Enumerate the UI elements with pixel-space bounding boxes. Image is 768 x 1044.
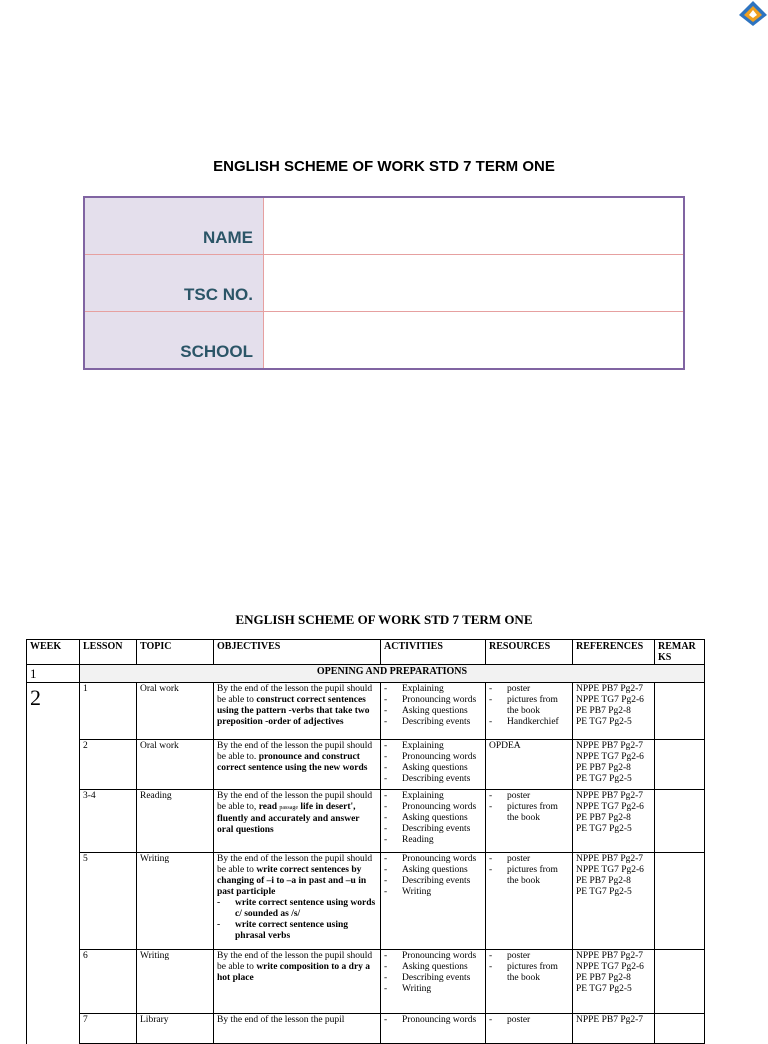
table-row xyxy=(27,790,705,853)
references-cell: NPPE PB7 Pg2-7 NPPE TG7 Pg2-6 PE PB7 Pg2-8 PE TG7 Pg2-5 xyxy=(573,740,655,790)
week-number: 2 xyxy=(27,683,80,740)
logo-icon xyxy=(736,0,768,28)
resources-cell: - poster - pictures from the book xyxy=(486,853,573,950)
tsc-field[interactable] xyxy=(264,255,685,312)
tsc-label: TSC NO. xyxy=(84,255,264,312)
resources-cell: OPDEA xyxy=(486,740,573,790)
name-label: NAME xyxy=(84,197,264,255)
references-cell: NPPE PB7 Pg2-7 NPPE TG7 Pg2-6 PE PB7 Pg2-8 PE TG7 Pg2-5 xyxy=(573,683,655,740)
header-objectives: OBJECTIVES xyxy=(214,640,381,665)
topic-cell: Writing xyxy=(137,853,214,950)
lesson-cell: 5 xyxy=(80,853,137,950)
remarks-cell xyxy=(655,853,705,950)
lesson-cell: 6 xyxy=(80,950,137,1014)
remarks-cell xyxy=(655,790,705,853)
lesson-cell: 2 xyxy=(80,740,137,790)
activities-cell: - Pronouncing words - Asking questions - Describing events - Writing xyxy=(381,853,486,950)
table-row xyxy=(27,683,705,740)
opening-label: OPENING AND PREPARATIONS xyxy=(80,665,705,683)
objective-cell: By the end of the lesson the pupil should be able to write correct sentences by changing of –i to –a in past and –u in past participle - write correct sentence using words c/ sounded as /s/ - write correct sentence using phrasal verbs xyxy=(214,853,381,950)
objective-cell: By the end of the lesson the pupil should be able to write composition to a dry a hot place xyxy=(214,950,381,1014)
table-row xyxy=(27,740,705,790)
topic-cell: Library xyxy=(137,1014,214,1044)
lesson-cell: 1 xyxy=(80,683,137,740)
activities-cell: - Pronouncing words xyxy=(381,1014,486,1044)
resources-cell: - poster - pictures from the book - Handkerchief xyxy=(486,683,573,740)
objective-cell: By the end of the lesson the pupil should be able to, read passage life in desert', fluently and accurately and answer oral questions xyxy=(214,790,381,853)
objective-cell: By the end of the lesson the pupil should be able to. pronounce and construct correct sentence using the new words xyxy=(214,740,381,790)
school-label: SCHOOL xyxy=(84,312,264,370)
topic-cell: Oral work xyxy=(137,740,214,790)
topic-cell: Reading xyxy=(137,790,214,853)
identity-table xyxy=(83,196,685,370)
activities-cell: - Explaining - Pronouncing words - Asking questions - Describing events - Reading xyxy=(381,790,486,853)
activities-cell: - Explaining - Pronouncing words - Asking questions - Describing events xyxy=(381,740,486,790)
objective-cell: By the end of the lesson the pupil should be able to construct correct sentences using the pattern -verbs that take two preposition -order of adjectives xyxy=(214,683,381,740)
header-resources: RESOURCES xyxy=(486,640,573,665)
table-row xyxy=(27,1014,705,1044)
header-references: REFERENCES xyxy=(573,640,655,665)
references-cell: NPPE PB7 Pg2-7 xyxy=(573,1014,655,1044)
header-topic: TOPIC xyxy=(137,640,214,665)
week1-row xyxy=(27,665,705,683)
school-field[interactable] xyxy=(264,312,685,370)
header-remarks: REMAR KS xyxy=(655,640,705,665)
topic-cell: Writing xyxy=(137,950,214,1014)
references-cell: NPPE PB7 Pg2-7 NPPE TG7 Pg2-6 PE PB7 Pg2-8 PE TG7 Pg2-5 xyxy=(573,950,655,1014)
week-number: 1 xyxy=(27,665,80,683)
name-field[interactable] xyxy=(264,197,685,255)
topic-cell: Oral work xyxy=(137,683,214,740)
resources-cell: - poster - pictures from the book xyxy=(486,790,573,853)
remarks-cell xyxy=(655,740,705,790)
lesson-cell: 3-4 xyxy=(80,790,137,853)
remarks-cell xyxy=(655,950,705,1014)
remarks-cell xyxy=(655,683,705,740)
activities-cell: - Pronouncing words - Asking questions - Describing events - Writing xyxy=(381,950,486,1014)
scheme-title: ENGLISH SCHEME OF WORK STD 7 TERM ONE xyxy=(235,612,533,627)
resources-cell: - poster xyxy=(486,1014,573,1044)
lesson-cell: 7 xyxy=(80,1014,137,1044)
table-row xyxy=(27,950,705,1014)
references-cell: NPPE PB7 Pg2-7 NPPE TG7 Pg2-6 PE PB7 Pg2-8 PE TG7 Pg2-5 xyxy=(573,790,655,853)
header-lesson: LESSON xyxy=(80,640,137,665)
references-cell: NPPE PB7 Pg2-7 NPPE TG7 Pg2-6 PE PB7 Pg2-8 PE TG7 Pg2-5 xyxy=(573,853,655,950)
header-week: WEEK xyxy=(27,640,80,665)
header-row xyxy=(27,640,705,665)
remarks-cell xyxy=(655,1014,705,1044)
table-row xyxy=(27,853,705,950)
resources-cell: - poster - pictures from the book xyxy=(486,950,573,1014)
scheme-table xyxy=(26,639,705,1044)
page-title: ENGLISH SCHEME OF WORK STD 7 TERM ONE xyxy=(213,158,555,175)
activities-cell: - Explaining - Pronouncing words - Asking questions - Describing events xyxy=(381,683,486,740)
objective-cell: By the end of the lesson the pupil xyxy=(214,1014,381,1044)
header-activities: ACTIVITIES xyxy=(381,640,486,665)
